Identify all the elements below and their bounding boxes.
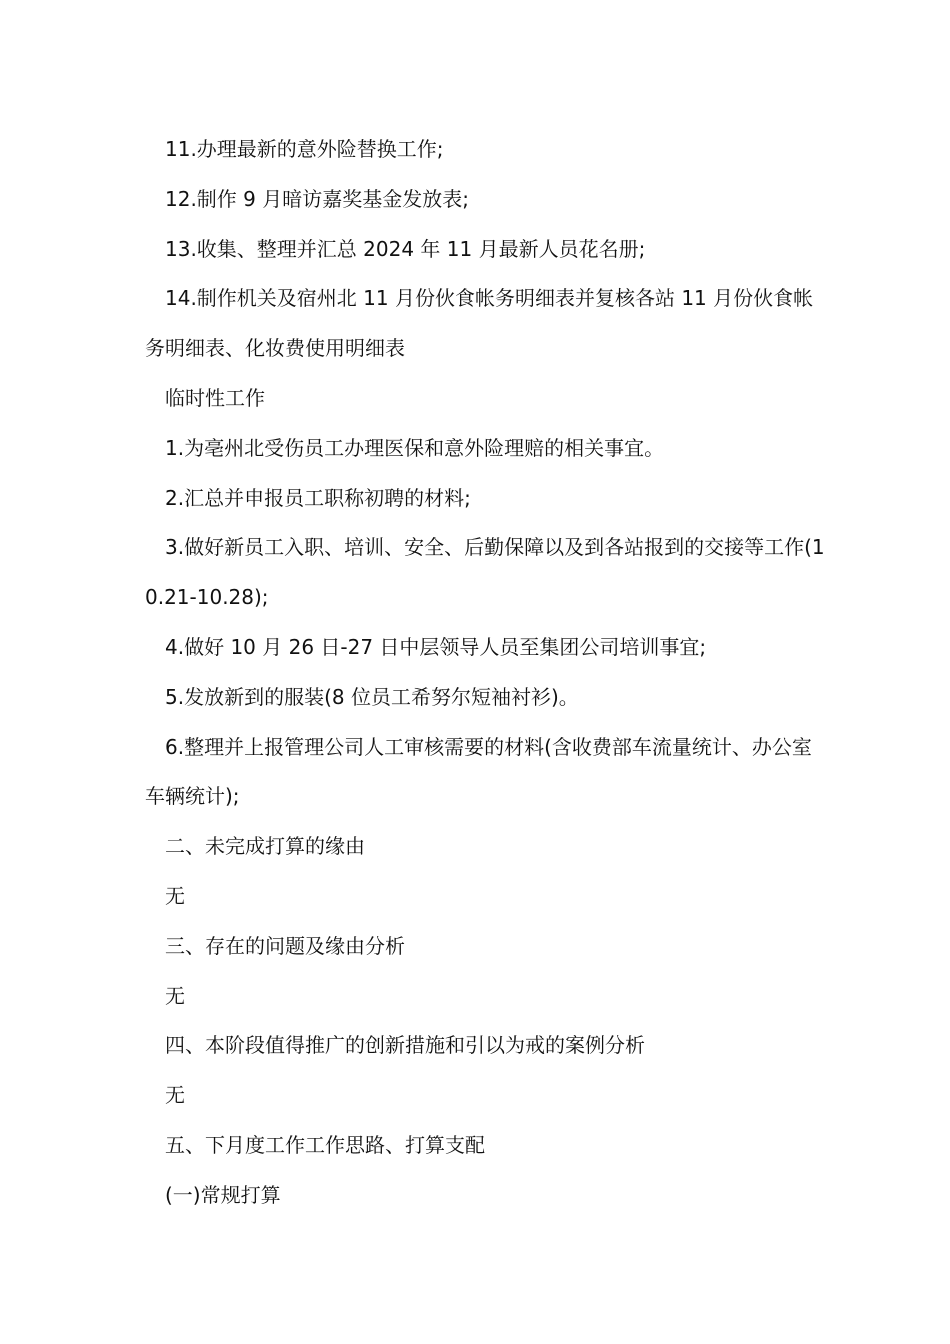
paragraph: 11.办理最新的意外险替换工作; [165, 137, 444, 161]
section-heading: 临时性工作 [165, 385, 265, 410]
paragraph: 无 [165, 883, 185, 908]
paragraph: 无 [165, 983, 185, 1008]
section-heading: 五、下月度工作工作思路、打算支配 [165, 1132, 485, 1157]
section-heading: 二、未完成打算的缘由 [165, 834, 365, 859]
paragraph: 14.制作机关及宿州北 11 月份伙食帐务明细表并复核各站 11 月份伙食帐务明细表、化妆费使用明细表 [145, 286, 814, 361]
paragraph: 2.汇总并申报员工职称初聘的材料; [165, 485, 471, 510]
document-body [145, 125, 825, 1221]
paragraph: 5.发放新到的服装(8 位员工希努尔短袖衬衫)。 [165, 684, 579, 709]
paragraph: 1.为亳州北受伤员工办理医保和意外险理赔的相关事宜。 [165, 435, 665, 460]
paragraph: 4.做好 10 月 26 日-27 日中层领导人员至集团公司培训事宜; [165, 634, 707, 659]
paragraph: 13.收集、整理并汇总 2024 年 11 月最新人员花名册; [165, 236, 646, 261]
paragraph: 12.制作 9 月暗访嘉奖基金发放表; [165, 186, 469, 211]
subsection-heading: (一)常规打算 [165, 1182, 281, 1207]
paragraph: 6.整理并上报管理公司人工审核需要的材料(含收费部车流量统计、办公室车辆统计); [145, 734, 812, 809]
paragraph: 无 [165, 1083, 185, 1108]
section-heading: 三、存在的问题及缘由分析 [165, 933, 405, 958]
section-heading: 四、本阶段值得推广的创新措施和引以为戒的案例分析 [165, 1033, 645, 1058]
paragraph: 3.做好新员工入职、培训、安全、后勤保障以及到各站报到的交接等工作(10.21-10.28); [145, 535, 825, 610]
